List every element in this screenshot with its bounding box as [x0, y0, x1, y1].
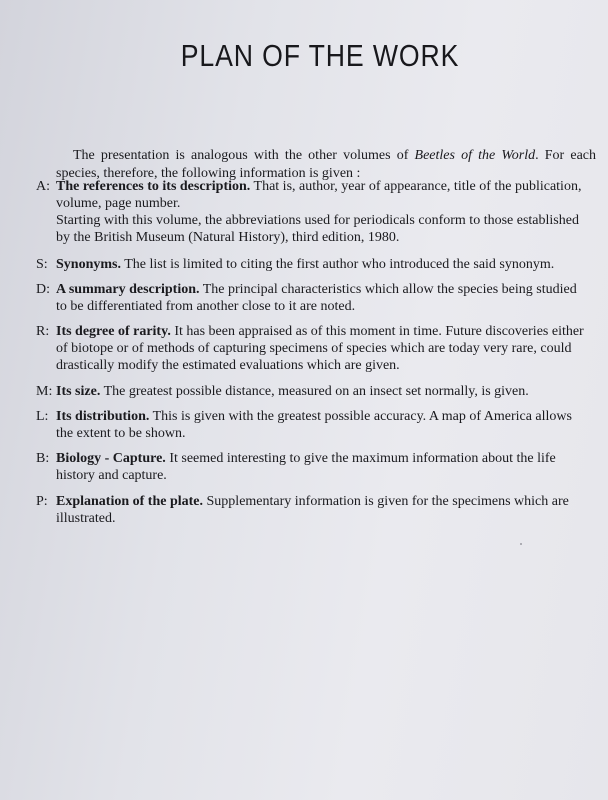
- list-item-description: [36, 281, 588, 315]
- item-text: The list is limited to citing the first author who introduced the said synonym.: [120, 257, 555, 272]
- item-letter: R:: [36, 324, 50, 339]
- item-letter: L:: [36, 409, 49, 424]
- item-heading: Explanation of the plate.: [56, 494, 204, 509]
- item-text: The principal characteristics which allow the species being studied to be differentiated from another close to it are noted.: [56, 282, 577, 314]
- item-text: That is, author, year of appearance, title of the publication, volume, page number.: [56, 179, 582, 211]
- item-letter: D:: [36, 282, 50, 297]
- item-heading: Its degree of rarity.: [56, 324, 171, 339]
- list-item-biology: [36, 450, 588, 484]
- page-title: PLAN OF THE WORK: [180, 38, 460, 73]
- list-item-plate: [36, 493, 588, 527]
- list-item-synonyms: [36, 256, 588, 273]
- item-heading: A summary description.: [56, 282, 200, 297]
- item-heading: Its size.: [56, 384, 101, 399]
- item-letter: P:: [36, 494, 48, 509]
- item-heading: Its distribution.: [56, 409, 150, 424]
- list-item-size: [36, 383, 588, 400]
- list-item-references: [36, 178, 588, 246]
- item-heading: Synonyms.: [56, 257, 121, 272]
- information-list: [36, 178, 588, 527]
- intro-text-start: The presentation is analogous with the other volumes of: [73, 148, 415, 163]
- intro-text-end: . For each species, therefore, the following information is given :: [56, 148, 597, 181]
- item-text: The greatest possible distance, measured on an insect set normally, is given.: [100, 384, 529, 399]
- item-letter: A:: [36, 179, 50, 194]
- item-text: This is given with the greatest possible accuracy. A map of America allows the extent to be shown.: [56, 409, 572, 441]
- item-text: It seemed interesting to give the maximum information about the life history and capture.: [56, 451, 556, 483]
- list-item-distribution: [36, 408, 588, 442]
- series-title: Beetles of the World: [414, 148, 536, 163]
- item-text: Supplementary information is given for the specimens which are illustrated.: [56, 494, 569, 526]
- item-text: It has been appraised as of this moment in time. Future discoveries either of biotope or of methods of capturing specimens of species which are today very rare, could drastically modify the estimated evaluations which are given.: [56, 324, 584, 373]
- item-letter: S:: [36, 257, 48, 272]
- item-letter: B:: [36, 451, 50, 466]
- item-letter: M:: [36, 384, 53, 399]
- item-note: Starting with this volume, the abbreviations used for periodicals conform to those established by the British Museum (Natural History), third edition, 1980.: [56, 213, 579, 245]
- paper-speck: [520, 543, 522, 545]
- list-item-rarity: [36, 323, 588, 374]
- item-heading: The references to its description.: [56, 179, 251, 194]
- item-heading: Biology - Capture.: [56, 451, 166, 466]
